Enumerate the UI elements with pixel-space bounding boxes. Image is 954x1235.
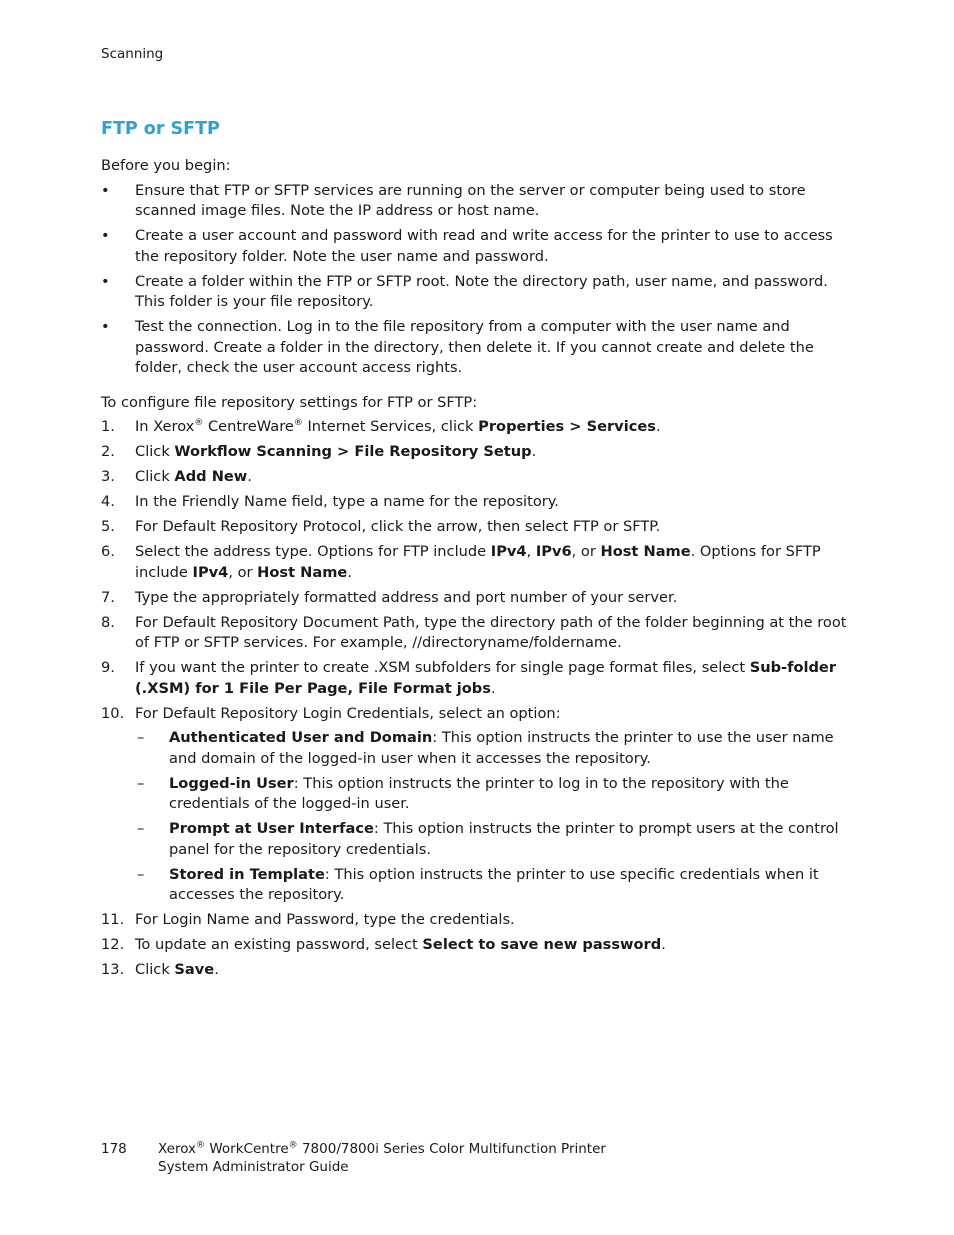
- footer-product: WorkCentre: [205, 1141, 289, 1157]
- list-item-text: Test the connection. Log in to the file repository from a computer with the user name and password. Create a folder in the directory, then delete it. If you cannot create and delete the folder, check the user account access rights.: [135, 318, 814, 376]
- step-2: [101, 442, 861, 463]
- step-4: [101, 492, 861, 513]
- step-number: 4.: [101, 493, 115, 510]
- page-number: 178: [101, 1141, 127, 1157]
- list-item-text: Ensure that FTP or SFTP services are running on the server or computer being used to store scanned image files. Note the IP address or host name.: [135, 181, 806, 219]
- step-number: 2.: [101, 443, 115, 460]
- footer-product-line: [158, 1140, 606, 1158]
- step-text: For Login Name and Password, type the credentials.: [135, 911, 515, 928]
- ui-label: Save: [174, 961, 215, 978]
- step-text: In the Friendly Name field, type a name for the repository.: [135, 493, 559, 510]
- bullet-icon: •: [101, 227, 110, 244]
- step-3: [101, 467, 861, 488]
- step-6: [101, 542, 861, 583]
- list-item: [135, 728, 861, 769]
- ui-path: Properties > Services: [478, 418, 656, 435]
- running-header: Scanning: [101, 46, 164, 62]
- ui-label: IPv4: [490, 543, 527, 560]
- registered-mark: ®: [196, 1140, 206, 1151]
- list-item: [135, 819, 861, 860]
- ui-label: Sub-folder (.XSM) for 1 File Per Page, File Format jobs: [135, 659, 837, 697]
- list-item: [135, 774, 861, 815]
- ui-label: Host Name: [257, 563, 348, 581]
- list-item: [101, 226, 861, 267]
- configure-intro: To configure file repository settings for FTP or SFTP:: [101, 393, 478, 411]
- list-item: [101, 317, 861, 379]
- step-text: Click: [135, 468, 175, 485]
- step-text: , or: [571, 543, 601, 560]
- step-text: Type the appropriately formatted address and port number of your server.: [135, 588, 678, 606]
- step-text: .: [247, 468, 252, 485]
- bullet-icon: •: [101, 181, 110, 199]
- step-text: CentreWare: [203, 418, 294, 435]
- step-text: To update an existing password, select: [135, 936, 423, 953]
- step-text: , or: [228, 563, 258, 581]
- step-13: [101, 960, 861, 981]
- option-term: Logged-in User: [169, 774, 294, 792]
- document-body: [101, 156, 861, 985]
- step-text: Internet Services, click: [302, 418, 479, 435]
- section-title: FTP or SFTP: [101, 119, 220, 139]
- registered-mark: ®: [194, 418, 204, 429]
- ui-label: Add New: [174, 468, 248, 485]
- step-number: 3.: [101, 468, 115, 485]
- list-item: [101, 181, 861, 222]
- option-desc: : This option instructs the printer to use the user name and domain of the logged-in user when it accesses the repository.: [169, 729, 834, 767]
- step-number: 7.: [101, 588, 115, 606]
- option-term: Prompt at User Interface: [169, 820, 374, 837]
- step-text: In Xerox: [135, 418, 195, 435]
- step-text: .: [214, 961, 219, 978]
- dash-icon: –: [137, 729, 145, 746]
- dash-icon: –: [137, 774, 145, 792]
- option-desc: : This option instructs the printer to prompt users at the control panel for the repository credentials.: [169, 820, 839, 858]
- step-number: 9.: [101, 659, 115, 676]
- option-desc: : This option instructs the printer to log in to the repository with the credentials of the logged-in user.: [169, 774, 789, 812]
- prerequisite-list: [101, 181, 861, 379]
- dash-icon: –: [137, 865, 145, 883]
- bullet-icon: •: [101, 318, 110, 335]
- step-text: Select the address type. Options for FTP include: [135, 543, 491, 560]
- credential-options: [135, 728, 861, 906]
- step-text: .: [531, 443, 537, 460]
- step-text: .: [490, 679, 496, 697]
- footer-brand: Xerox: [158, 1141, 197, 1157]
- ui-label: Select to save new password: [422, 936, 662, 953]
- step-number: 11.: [101, 911, 125, 928]
- step-number: 13.: [101, 961, 125, 978]
- step-text: For Default Repository Protocol, click the arrow, then select FTP or SFTP.: [135, 518, 661, 535]
- list-item: [101, 272, 861, 313]
- bullet-icon: •: [101, 272, 110, 290]
- step-number: 8.: [101, 613, 115, 631]
- footer-guide: System Administrator Guide: [158, 1159, 349, 1175]
- registered-mark: ®: [293, 418, 303, 429]
- list-item: [135, 865, 861, 906]
- ui-label: IPv6: [535, 543, 572, 560]
- step-text: ,: [526, 543, 536, 560]
- step-12: [101, 935, 861, 956]
- steps-list: [101, 417, 861, 981]
- step-text: .: [655, 418, 661, 435]
- step-number: 1.: [101, 418, 115, 435]
- footer-model: 7800/7800i Series Color Multifunction Printer: [297, 1141, 606, 1157]
- list-item-text: Create a folder within the FTP or SFTP root. Note the directory path, user name, and password. This folder is your file repository.: [135, 272, 828, 310]
- step-number: 12.: [101, 936, 125, 953]
- step-text: If you want the printer to create .XSM subfolders for single page format files, select: [135, 659, 750, 676]
- step-7: [101, 588, 861, 609]
- step-number: 5.: [101, 518, 115, 535]
- step-5: [101, 517, 861, 538]
- step-text: Click: [135, 443, 175, 460]
- step-text: For Default Repository Login Credentials, select an option:: [135, 704, 561, 722]
- step-8: [101, 613, 861, 654]
- option-term: Stored in Template: [169, 865, 325, 883]
- registered-mark: ®: [288, 1140, 298, 1151]
- ui-path: Workflow Scanning > File Repository Setup: [174, 443, 532, 460]
- ui-label: IPv4: [192, 563, 229, 581]
- step-number: 6.: [101, 543, 115, 560]
- intro-text: Before you begin:: [101, 157, 231, 174]
- step-9: [101, 658, 861, 699]
- ui-label: Host Name: [600, 543, 691, 560]
- step-number: 10.: [101, 704, 125, 722]
- step-11: [101, 910, 861, 931]
- option-desc: : This option instructs the printer to use specific credentials when it accesses the repository.: [169, 865, 819, 903]
- option-term: Authenticated User and Domain: [169, 729, 433, 746]
- step-1: [101, 417, 861, 438]
- step-10: [101, 704, 861, 906]
- step-text: .: [661, 936, 666, 953]
- step-text: For Default Repository Document Path, type the directory path of the folder beginning at the root of FTP or SFTP services. For example, //directoryname/foldername.: [135, 613, 847, 651]
- step-text: .: [347, 563, 352, 581]
- step-text: Click: [135, 961, 175, 978]
- dash-icon: –: [137, 820, 145, 837]
- footer-product-info: [158, 1140, 606, 1176]
- list-item-text: Create a user account and password with read and write access for the printer to use to access the repository folder. Note the user name and password.: [135, 227, 833, 265]
- step-text: . Options for SFTP include: [135, 543, 821, 581]
